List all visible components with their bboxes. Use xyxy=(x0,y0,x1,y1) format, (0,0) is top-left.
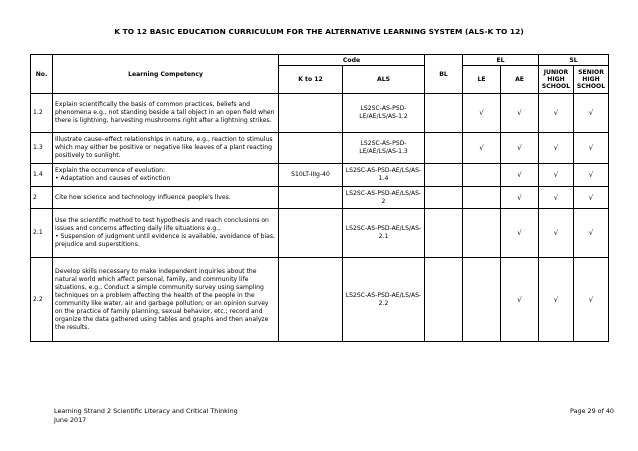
jhs-check: √ xyxy=(539,258,574,342)
shs-check: √ xyxy=(574,164,609,187)
bl-cell xyxy=(425,258,463,342)
jhs-check: √ xyxy=(539,187,574,209)
table-row xyxy=(31,94,609,133)
shs-check: √ xyxy=(574,133,609,164)
le-check xyxy=(463,209,501,258)
als-code: LS2SC-AS-PSD-AE/LS/AS-1.4 xyxy=(343,164,425,187)
bl-cell xyxy=(425,94,463,133)
als-code: LS2SC-AS-PSD-LE/AE/LS/AS-1.3 xyxy=(343,133,425,164)
le-check xyxy=(463,164,501,187)
row-number: 2.2 xyxy=(31,258,53,342)
table-row xyxy=(31,209,609,258)
competency-text xyxy=(53,209,279,258)
row-number: 2.1 xyxy=(31,209,53,258)
shs-check: √ xyxy=(574,94,609,133)
table-row xyxy=(31,258,609,342)
ae-check: √ xyxy=(501,164,539,187)
header-als: ALS xyxy=(343,66,425,94)
jhs-check: √ xyxy=(539,133,574,164)
table-row xyxy=(31,133,609,164)
als-code: LS2SC-AS-PSD-LE/AE/LS/AS-1.2 xyxy=(343,94,425,133)
als-code: LS2SC-AS-PSD-AE/LS/AS-2.1 xyxy=(343,209,425,258)
curriculum-table xyxy=(30,54,609,342)
als-code: LS2SC-AS-PSD-AE/LS/AS-2 xyxy=(343,187,425,209)
competency-text xyxy=(53,164,279,187)
k12-code xyxy=(279,133,343,164)
header-ae: AE xyxy=(501,66,539,94)
header-sl: SL xyxy=(539,55,609,66)
footer-date: June 2017 xyxy=(54,416,87,424)
le-check xyxy=(463,258,501,342)
ae-check: √ xyxy=(501,209,539,258)
competency-line: Explain the occurrence of evolution: xyxy=(55,167,166,174)
competency-text: Develop skills necessary to make independent inquiries about the natural world which affect personal, family, and community life situations, e.g., Conduct a simple community survey using sampling techniques on a problem affecting the health of the people in the community like water, air and garbage pollution; or an opinion survey on the practice of family planning, sexual behavior, etc.; record and organize the data gathered using tables and graphs and then analyze the results. xyxy=(53,258,279,342)
header-jhs: JUNIOR HIGH SCHOOL xyxy=(539,66,574,94)
competency-text: Illustrate cause–effect relationships in nature, e.g., reaction to stimulus which may either be positive or negative like leaves of a plant reacting positively to sunlight. xyxy=(53,133,279,164)
jhs-check: √ xyxy=(539,164,574,187)
ae-check: √ xyxy=(501,258,539,342)
table-row xyxy=(31,164,609,187)
header-competency: Learning Competency xyxy=(53,55,279,94)
competency-bullet: • Adaptation and causes of extinction xyxy=(55,175,171,182)
bl-cell xyxy=(425,133,463,164)
jhs-check: √ xyxy=(539,209,574,258)
bl-cell xyxy=(425,209,463,258)
footer-strand: Learning Strand 2 Scientific Literacy and Critical Thinking xyxy=(54,407,238,415)
table-row xyxy=(31,187,609,209)
row-number: 2 xyxy=(31,187,53,209)
ae-check: √ xyxy=(501,187,539,209)
page-title: K TO 12 BASIC EDUCATION CURRICULUM FOR THE ALTERNATIVE LEARNING SYSTEM (ALS-K TO 12) xyxy=(114,27,524,36)
k12-code xyxy=(279,94,343,133)
ae-check: √ xyxy=(501,133,539,164)
k12-code: S10LT-IIIg-40 xyxy=(279,164,343,187)
header-no: No. xyxy=(31,55,53,94)
ae-check: √ xyxy=(501,94,539,133)
le-check: √ xyxy=(463,94,501,133)
header-k12: K to 12 xyxy=(279,66,343,94)
competency-text: Cite how science and technology influence people's lives. xyxy=(53,187,279,209)
jhs-check: √ xyxy=(539,94,574,133)
k12-code xyxy=(279,209,343,258)
shs-check: √ xyxy=(574,209,609,258)
footer-left xyxy=(54,407,238,425)
k12-code xyxy=(279,187,343,209)
shs-check: √ xyxy=(574,258,609,342)
competency-line: Use the scientific method to test hypothesis and reach conclusions on issues and concerns affecting daily life situations e.g., xyxy=(55,217,269,232)
header-le: LE xyxy=(463,66,501,94)
shs-check: √ xyxy=(574,187,609,209)
bl-cell xyxy=(425,187,463,209)
als-code: LS2SC-AS-PSD-AE/LS/AS-2.2 xyxy=(343,258,425,342)
header-code: Code xyxy=(279,55,425,66)
page-number: Page 29 of 40 xyxy=(570,407,614,415)
bl-cell xyxy=(425,164,463,187)
le-check xyxy=(463,187,501,209)
header-shs: SENIOR HIGH SCHOOL xyxy=(574,66,609,94)
competency-bullet: • Suspension of judgment until evidence is available, avoidance of bias, prejudice and superstitions. xyxy=(55,233,275,248)
row-number: 1.4 xyxy=(31,164,53,187)
k12-code xyxy=(279,258,343,342)
header-el: EL xyxy=(463,55,539,66)
le-check: √ xyxy=(463,133,501,164)
header-bl: BL xyxy=(425,55,463,94)
row-number: 1.3 xyxy=(31,133,53,164)
competency-text: Explain scientifically the basis of common practices, beliefs and phenomena e.g., not standing beside a tall object in an open field when there is lightning, harvesting mushrooms right after a lightning strikes. xyxy=(53,94,279,133)
row-number: 1.2 xyxy=(31,94,53,133)
